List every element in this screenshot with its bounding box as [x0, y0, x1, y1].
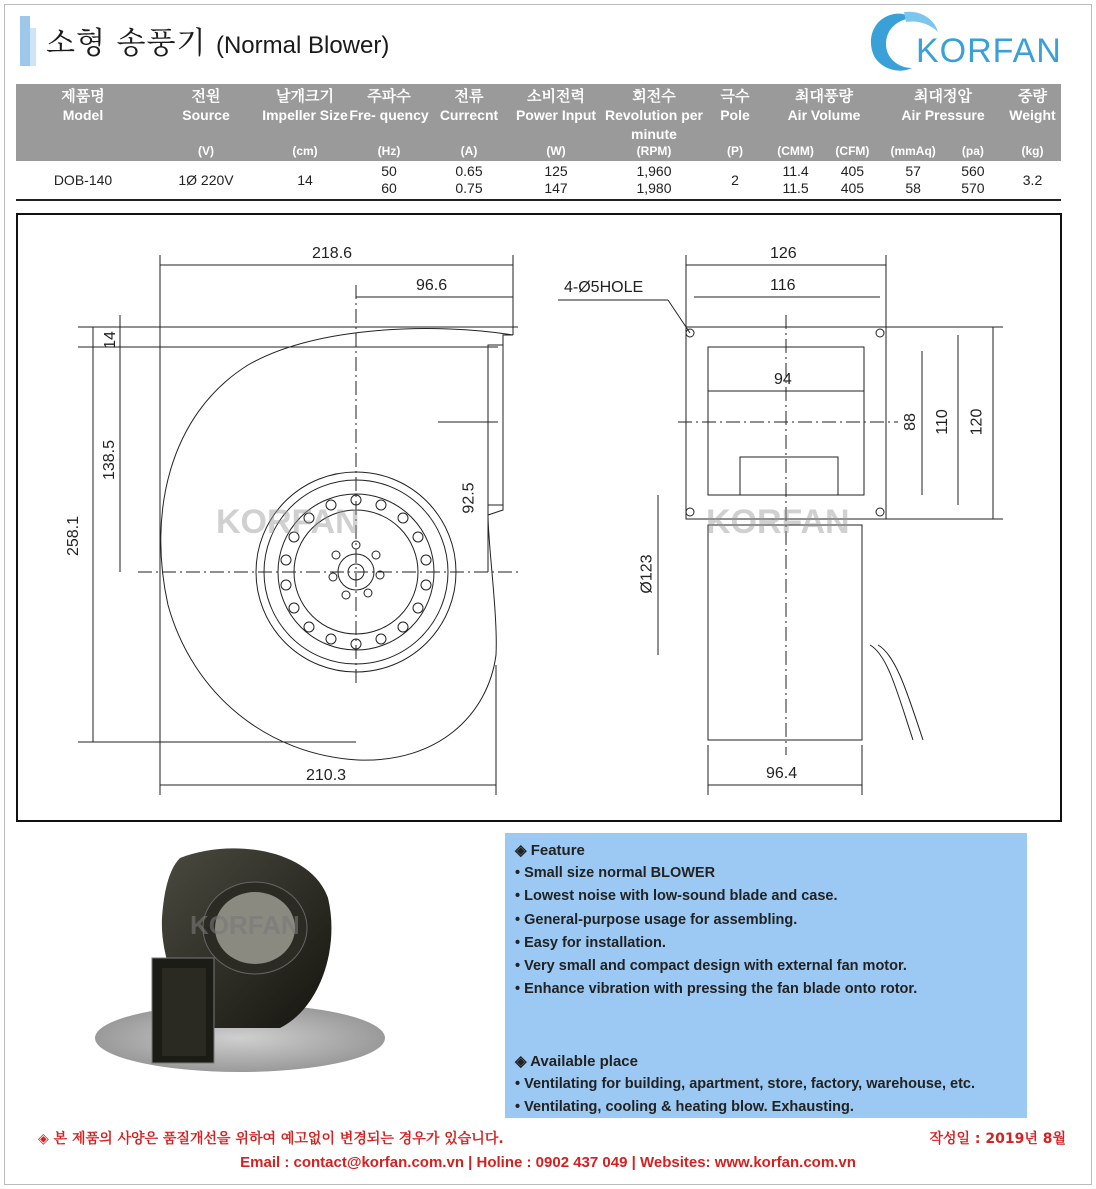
- dim-hole-label: 4-Ø5HOLE: [564, 279, 644, 296]
- dim-side-inner: 94: [774, 371, 792, 388]
- list-item: • Small size normal BLOWER: [515, 865, 716, 881]
- cell-model: DOB-140: [16, 161, 150, 200]
- available-place-title: ◈ Available place: [515, 1052, 638, 1070]
- title-korean: 소형 송풍기: [46, 26, 207, 61]
- dim-side-diameter: Ø123: [638, 554, 656, 594]
- dim-side-88: 88: [901, 413, 919, 431]
- spec-header-row: [16, 84, 1061, 144]
- cell-power: 125 147: [508, 161, 604, 200]
- cell-pole: 2: [704, 161, 766, 200]
- cell-current: 0.65 0.75: [430, 161, 508, 200]
- list-item: • Ventilating, cooling & heating blow. Exhausting.: [515, 1099, 854, 1116]
- table-row: [16, 161, 1061, 200]
- list-item: • Ventilating for building, apartment, store, factory, warehouse, etc.: [515, 1075, 976, 1092]
- logo-text: KORFAN: [916, 32, 1062, 70]
- blower-photo: [90, 838, 390, 1078]
- list-item: • Lowest noise with low-sound blade and case.: [515, 888, 838, 905]
- cell-source: 1Ø 220V: [150, 161, 262, 200]
- cell-rpm: 1,960 1,980: [604, 161, 704, 200]
- dim-center-height: 138.5: [101, 439, 119, 481]
- outlet-flange: [488, 345, 503, 515]
- cell-air-volume: 11.4 405 11.5 405: [766, 161, 882, 200]
- col-model: 제품명 Model: [16, 84, 150, 144]
- col-rpm: 회전수 Revolution per minute: [604, 84, 704, 144]
- dim-side-width-holes: 116: [770, 277, 796, 294]
- title-english: (Normal Blower): [215, 32, 390, 59]
- drawing-lines: [18, 215, 1060, 820]
- cell-air-pressure: 57 560 58 570: [882, 161, 1004, 200]
- spec-units-row: (V) (cm) (Hz) (A) (W) (RPM) (P) (CMM) (CFM) (mmAq) (pa) (kg): [16, 144, 1061, 161]
- dim-outlet: 92.5: [460, 482, 478, 514]
- col-frequency: 주파수 Fre- quency: [348, 84, 430, 144]
- creation-date: 작성일 : 2019년 8월: [929, 1131, 1066, 1147]
- dim-bottom-width: 210.3: [306, 767, 347, 784]
- col-power: 소비전력 Power Input: [508, 84, 604, 144]
- dim-side-width-outer: 126: [770, 245, 797, 262]
- contact-line: Email : contact@korfan.com.vn | Holine : 0902 437 049 | Websites: www.korfan.com.vn: [240, 1154, 856, 1171]
- dim-side-110: 110: [933, 409, 951, 435]
- feature-box: [505, 833, 1027, 1118]
- col-air-pressure: 최대정압 Air Pressure: [882, 84, 1004, 144]
- dim-side-depth: 96.4: [766, 765, 798, 782]
- technical-drawing: [16, 213, 1062, 822]
- spec-change-note: ◈ 본 제품의 사양은 품질개선을 위하여 예고없이 변경되는 경우가 있습니다.: [38, 1131, 504, 1147]
- cell-frequency: 50 60: [348, 161, 430, 200]
- col-weight: 중량 Weight: [1004, 84, 1061, 144]
- dim-width-total: 218.6: [312, 245, 353, 262]
- spec-table: [16, 84, 1061, 201]
- drawing-watermark-side: KORFAN: [706, 503, 850, 541]
- cell-weight: 3.2: [1004, 161, 1061, 200]
- photo-watermark: KORFAN: [190, 910, 300, 940]
- feature-title: ◈ Feature: [515, 842, 585, 859]
- dim-side-120: 120: [968, 408, 986, 436]
- dim-width-offset: 96.6: [416, 277, 448, 294]
- col-air-volume: 최대풍량 Air Volume: [766, 84, 882, 144]
- col-pole: 극수 Pole: [704, 84, 766, 144]
- page-title: [46, 18, 389, 62]
- list-item: • Easy for installation.: [515, 934, 666, 951]
- col-current: 전류 Currecnt: [430, 84, 508, 144]
- list-item: • Enhance vibration with pressing the fan blade onto rotor.: [515, 981, 918, 998]
- dim-flange: 14: [101, 331, 119, 349]
- list-item: • General-purpose usage for assembling.: [515, 911, 798, 928]
- title-accent-bar-light: [30, 28, 36, 66]
- dim-height-total: 258.1: [65, 515, 83, 557]
- title-accent-bar: [20, 16, 30, 66]
- drawing-watermark-front: KORFAN: [216, 503, 360, 541]
- blower-housing-outline: [161, 329, 513, 761]
- list-item: • Very small and compact design with external fan motor.: [515, 958, 907, 975]
- col-impeller: 날개크기 Impeller Size: [262, 84, 348, 144]
- cell-impeller: 14: [262, 161, 348, 200]
- col-source: 전원 Source: [150, 84, 262, 144]
